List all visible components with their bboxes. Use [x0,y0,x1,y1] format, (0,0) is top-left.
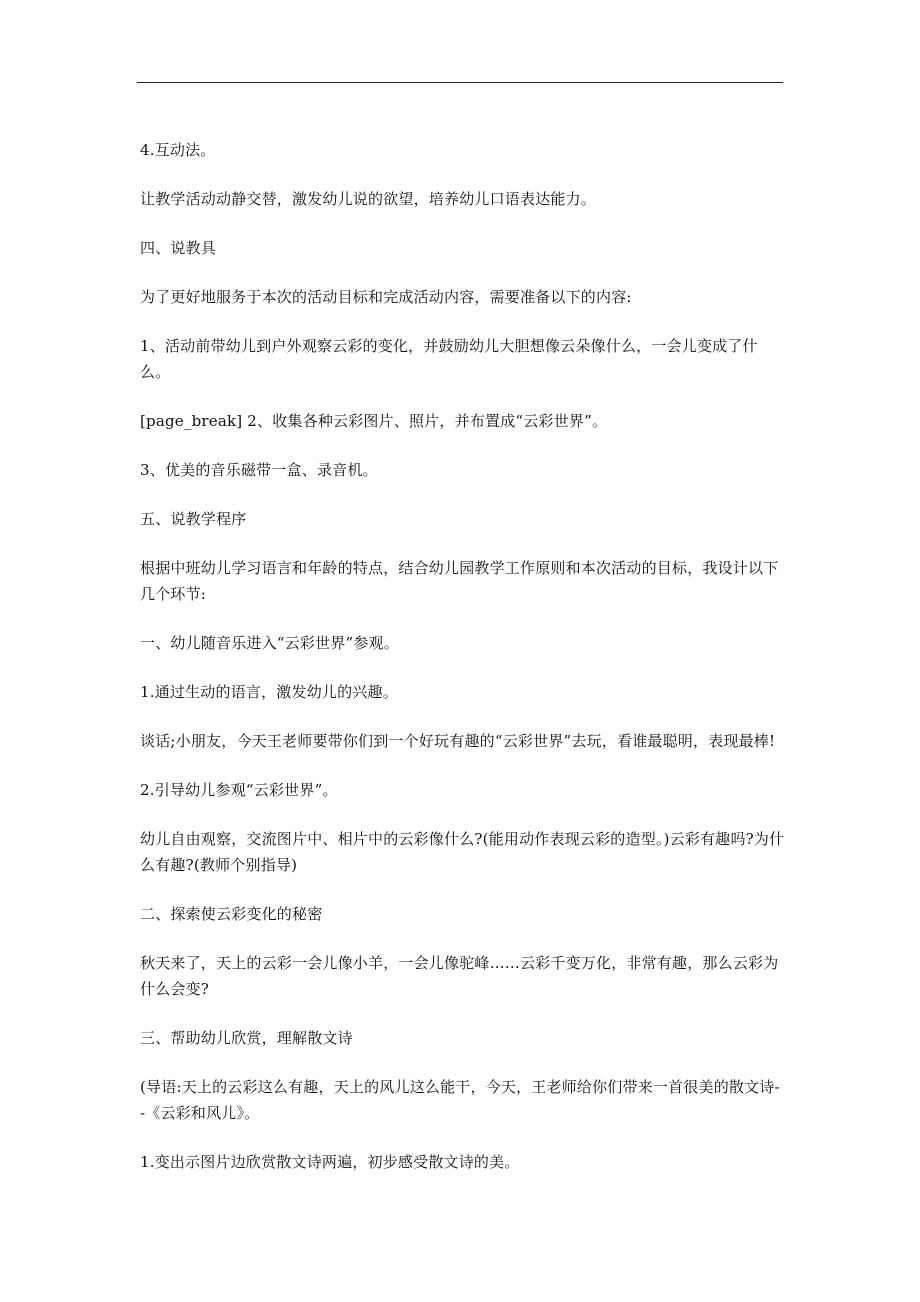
paragraph: [page_break] 2、收集各种云彩图片、照片，并布置成“云彩世界”。 [140,412,608,430]
paragraph: 1、活动前带幼儿到户外观察云彩的变化，并鼓励幼儿大胆想像云朵像什么，一会儿变成了什么。 [140,337,758,381]
section-heading: 二、探索使云彩变化的秘密 [140,905,323,923]
paragraph: 4.互动法。 [140,141,216,159]
paragraph: 幼儿自由观察，交流图片中、相片中的云彩像什么?(能用动作表现云彩的造型。)云彩有趣吗?为什么有趣?(教师个别指导) [140,830,785,874]
paragraph: 1.变出示图片边欣赏散文诗两遍，初步感受散文诗的美。 [140,1153,520,1171]
paragraph: 秋天来了，天上的云彩一会儿像小羊，一会儿像驼峰……云彩千变万化，非常有趣，那么云彩为什么会变? [140,954,779,998]
paragraph: 一、幼儿随音乐进入“云彩世界”参观。 [140,634,399,652]
paragraph: 谈话;小朋友，今天王老师要带你们到一个好玩有趣的“云彩世界”去玩，看谁最聪明，表现最棒! [140,732,776,750]
section-heading: 三、帮助幼儿欣赏，理解散文诗 [140,1029,353,1047]
section-heading: 五、说教学程序 [140,510,247,528]
header-divider [137,82,783,83]
paragraph: 根据中班幼儿学习语言和年龄的特点，结合幼儿园教学工作原则和本次活动的目标，我设计以下几个环节: [140,559,779,603]
section-heading: 四、说教具 [140,239,217,257]
paragraph: 3、优美的音乐磁带一盒、录音机。 [140,461,378,479]
paragraph: (导语:天上的云彩这么有趣，天上的风儿这么能干，今天，王老师给你们带来一首很美的散文诗--《云彩和风儿》。 [140,1078,780,1122]
document-body [140,137,785,1198]
paragraph: 2.引导幼儿参观“云彩世界”。 [140,781,338,799]
paragraph: 为了更好地服务于本次的活动目标和完成活动内容，需要准备以下的内容: [140,288,632,306]
paragraph: 1.通过生动的语言，激发幼儿的兴趣。 [140,683,398,701]
paragraph: 让教学活动动静交替，激发幼儿说的欲望，培养幼儿口语表达能力。 [140,190,597,208]
